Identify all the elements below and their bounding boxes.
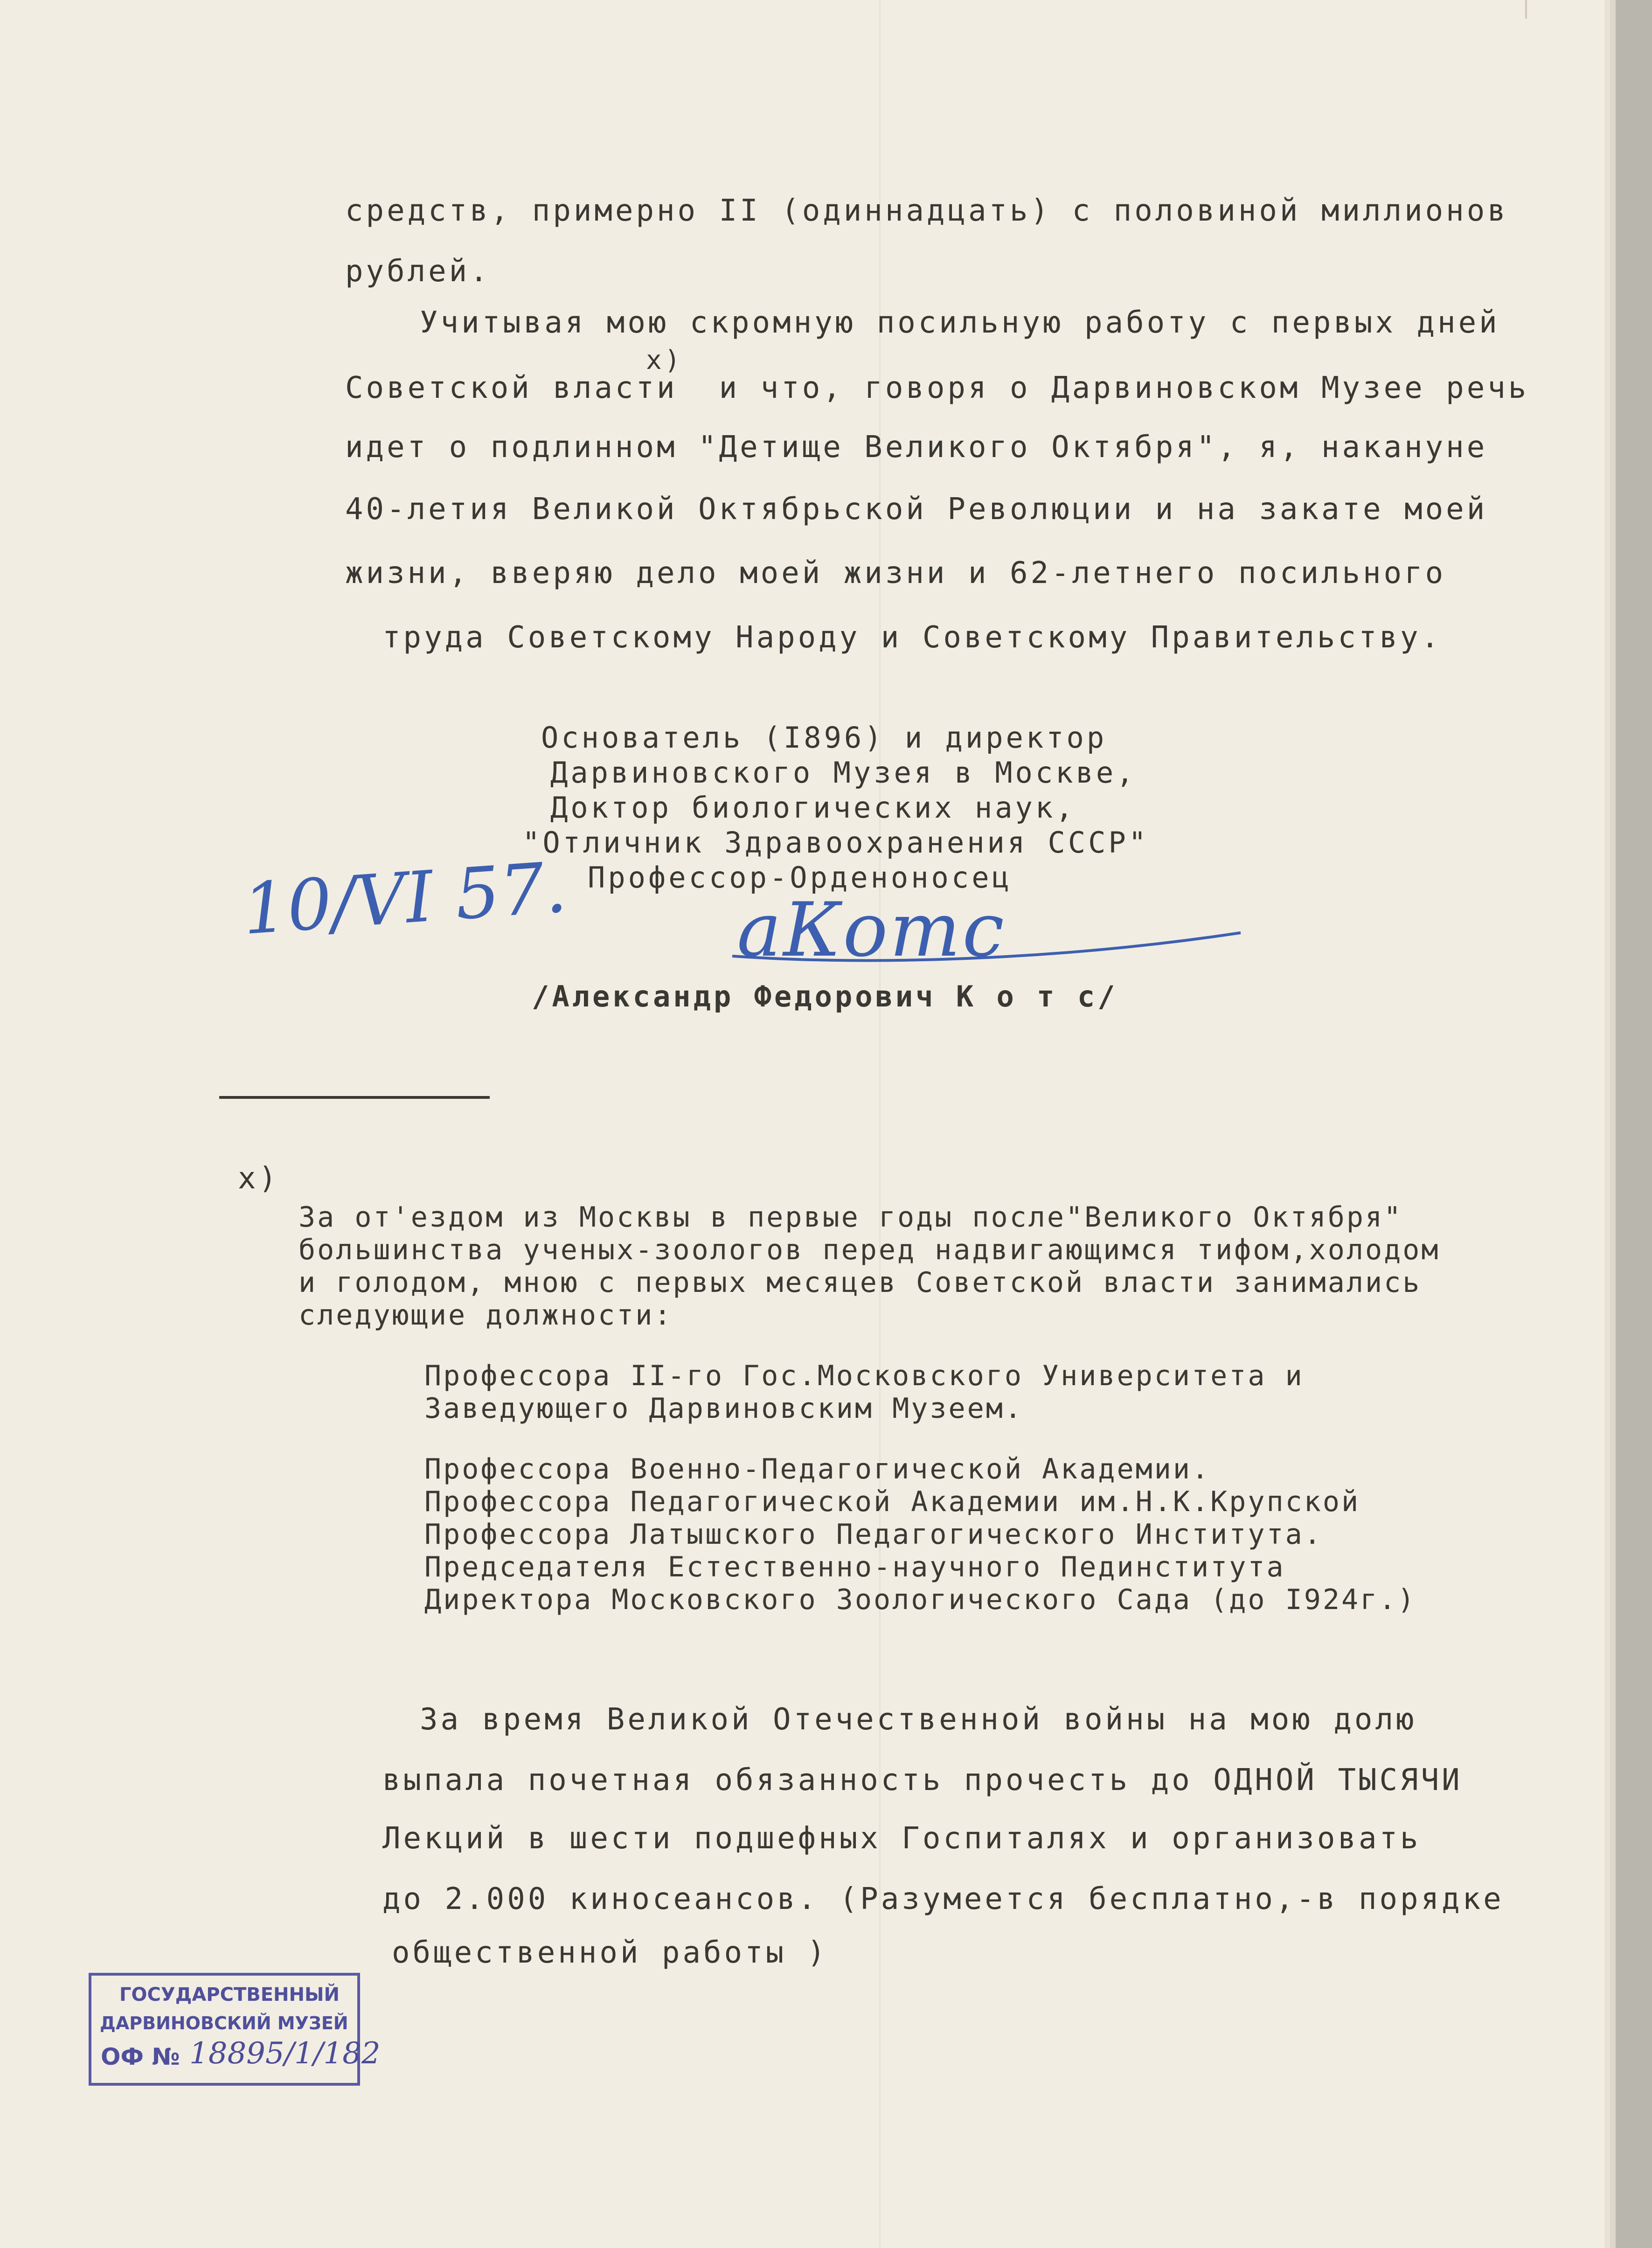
footnote-intro-1: За от'ездом из Москвы в первые годы после"Великого Октября" xyxy=(298,1201,1403,1234)
body-line-6: 40-летия Великой Октябрьской Революции и на закате моей xyxy=(345,492,1488,527)
signature-line-3: Доктор биологических наук, xyxy=(550,791,1076,825)
signature-line-4: "Отличник Здравоохранения СССР" xyxy=(522,826,1149,860)
body-line-4: Советской власти и что, говоря о Дарвиновском Музее речь xyxy=(345,371,1529,405)
body-line-5: идет о подлинном "Детище Великого Октября", я, накануне xyxy=(345,430,1488,465)
position-line-6: Председателя Естественно-научного Пединститута xyxy=(424,1551,1285,1583)
signature-line-2: Дарвиновского Музея в Москве, xyxy=(550,756,1137,790)
handwritten-signature: аКотс xyxy=(737,886,1006,973)
position-line-4: Профессора Педагогической Академии им.Н.К.Крупской xyxy=(424,1485,1360,1518)
position-line-7: Директора Московского Зоологического Сада (до I924г.) xyxy=(424,1583,1416,1616)
footnote-marker: x) xyxy=(238,1161,280,1196)
page-edge xyxy=(1610,0,1616,2248)
position-line-5: Профессора Латышского Педагогического Института. xyxy=(424,1518,1323,1551)
body-line-8: труда Советскому Народу и Советскому Правительству. xyxy=(382,620,1442,655)
stamp-line-2: ДАРВИНОВСКИЙ МУЗЕЙ xyxy=(100,2013,348,2033)
body-line-7: жизни, вверяю дело моей жизни и 62-летнего посильного xyxy=(345,556,1446,590)
war-line-4: до 2.000 киносеансов. (Разумеется бесплатно,-в порядке xyxy=(382,1882,1504,1916)
signatory-name: /Александр Федорович К о т с/ xyxy=(532,979,1118,1013)
footnote-intro-3: и голодом, мною с первых месяцев Советской власти занимались xyxy=(298,1266,1422,1299)
page-edge xyxy=(1604,0,1610,2248)
war-line-2: выпала почетная обязанность прочесть до ОДНОЙ ТЫСЯЧИ xyxy=(382,1763,1463,1797)
war-line-3: Лекций в шести подшефных Госпиталях и организовать xyxy=(382,1821,1421,1856)
footnote-reference: x) xyxy=(646,345,683,375)
war-line-1: За время Великой Отечественной войны на мою долю xyxy=(420,1702,1417,1737)
museum-stamp xyxy=(89,1973,381,2086)
stamp-label: ОФ № xyxy=(101,2043,180,2070)
signature-line-1: Основатель (I896) и директор xyxy=(541,721,1107,755)
war-line-5: общественной работы ) xyxy=(392,1936,828,1970)
footnote-intro-2: большинства ученых-зоологов перед надвигающимся тифом,холодом xyxy=(298,1234,1440,1266)
stamp-line-1: ГОСУДАРСТВЕННЫЙ xyxy=(119,1984,340,2005)
position-line-3: Профессора Военно-Педагогической Академии. xyxy=(424,1453,1211,1485)
body-line-1: средств, примерно II (одиннадцать) с половиной миллионов xyxy=(345,194,1508,228)
footnote-separator xyxy=(219,1096,490,1099)
footnote-intro-4: следующие должности: xyxy=(298,1299,673,1332)
body-line-3: Учитывая мою скромную посильную работу с первых дней xyxy=(420,305,1500,340)
signature-line-5: Профессор-Орденоносец xyxy=(588,860,1012,895)
body-line-2: рублей. xyxy=(345,254,491,289)
page-corner xyxy=(1525,0,1606,19)
position-line-1: Профессора II-го Гос.Московского Университета и xyxy=(424,1360,1304,1392)
position-line-2: Заведующего Дарвиновским Музеем. xyxy=(424,1392,1023,1425)
background-strip xyxy=(1616,0,1652,2248)
signature-flourish xyxy=(728,909,1250,975)
handwritten-date: 10/VI 57. xyxy=(240,846,569,951)
stamp-inventory-number: 18895/1/182 xyxy=(189,2036,381,2071)
